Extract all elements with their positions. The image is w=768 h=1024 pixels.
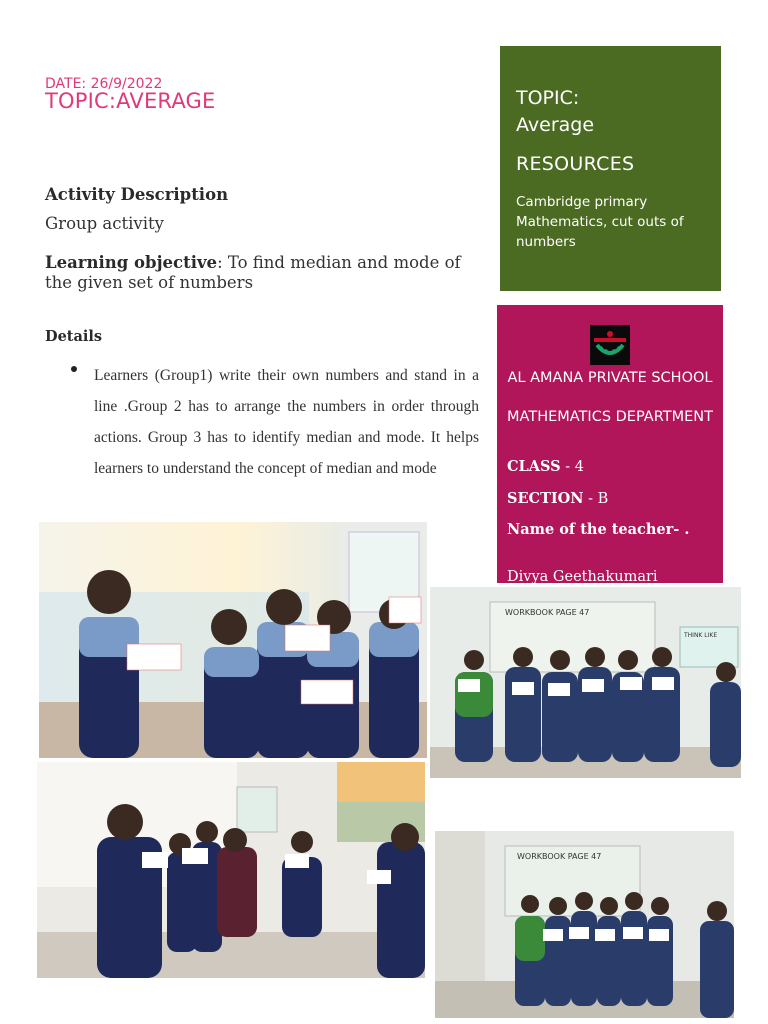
details-heading: Details (45, 328, 103, 345)
section-value: - B (583, 491, 609, 507)
school-name: AL AMANA PRIVATE SCHOOL (507, 370, 713, 386)
learning-objective (45, 253, 485, 293)
resources-text: Cambridge primary Mathematics, cut outs of numbers (516, 194, 684, 250)
section-row (507, 490, 608, 507)
date-label: DATE: 26/9/2022 (45, 76, 163, 92)
section-label: SECTION (507, 490, 584, 507)
activity-heading: Activity Description (45, 185, 229, 204)
objective-label: Learning objective (45, 253, 218, 272)
classroom-photo-2 (430, 587, 741, 778)
teacher-row (507, 521, 689, 538)
bullet-icon (71, 366, 77, 372)
photo2-poster-text: THINK LIKE (684, 632, 718, 639)
photo4-board-text: WORKBOOK PAGE 47 (517, 852, 602, 861)
class-label: CLASS (507, 458, 561, 475)
topic-resources-box (500, 46, 721, 291)
classroom-photo-1 (39, 522, 427, 758)
school-info-box (497, 305, 723, 583)
classroom-photo-3 (37, 762, 425, 978)
resources-label: RESOURCES (516, 153, 635, 175)
objective-text: : To find median and mode of the given set of numbers (45, 253, 461, 292)
school-logo-icon (590, 325, 630, 365)
classroom-photo-4 (435, 831, 734, 1018)
details-bullet-text: Learners (Group1) write their own numbers and stand in a line .Group 2 has to arrange the numbers in order through actions. Group 3 has to identify median and mode. It helps learners to understand the concept of median and mode (94, 367, 479, 477)
class-value: - 4 (560, 459, 584, 475)
box-topic-label: TOPIC: (516, 87, 580, 109)
activity-type: Group activity (45, 214, 164, 233)
teacher-name: Divya Geethakumari (507, 569, 658, 585)
page-topic-title: TOPIC:AVERAGE (45, 89, 216, 113)
teacher-label: Name of the teacher- . (507, 521, 690, 538)
photo2-board-text: WORKBOOK PAGE 47 (505, 608, 590, 617)
department-name: MATHEMATICS DEPARTMENT (507, 409, 713, 425)
class-row (507, 458, 584, 475)
box-topic-value: Average (516, 114, 595, 136)
